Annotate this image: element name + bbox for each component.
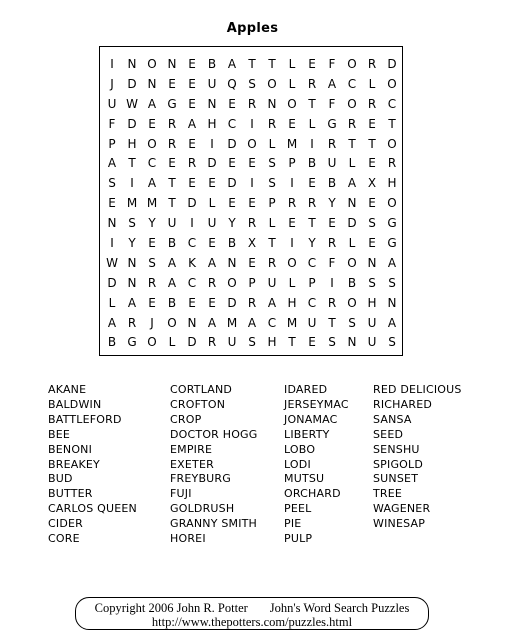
grid-letter: F <box>108 116 116 131</box>
grid-letter: O <box>347 255 357 270</box>
grid-letter: G <box>387 236 397 251</box>
word-item: EMPIRE <box>170 442 213 456</box>
word-item: WAGENER <box>373 502 431 516</box>
grid-row <box>102 75 402 95</box>
grid-letter: E <box>228 96 236 111</box>
word-item: JERSEYMAC <box>284 397 349 411</box>
grid-letter: E <box>188 295 196 310</box>
grid-letter: R <box>327 295 337 310</box>
word-item: SENSHU <box>373 442 420 456</box>
word-item: GOLDRUSH <box>170 502 235 516</box>
grid-letter: R <box>287 196 297 211</box>
grid-row <box>102 234 402 254</box>
grid-letter: E <box>208 295 216 310</box>
grid-letter: O <box>147 335 157 350</box>
grid-letter: T <box>168 176 176 191</box>
grid-letter: L <box>168 335 176 350</box>
grid-letter: E <box>148 236 156 251</box>
grid-letter: A <box>347 176 357 191</box>
grid-letter: I <box>290 176 294 191</box>
grid-letter: U <box>327 156 337 171</box>
grid-letter: A <box>207 315 217 330</box>
grid-letter: E <box>328 216 336 231</box>
grid-letter: B <box>327 176 337 191</box>
grid-letter: P <box>288 156 296 171</box>
grid-letter: U <box>207 76 217 91</box>
word-item: SPIGOLD <box>373 457 424 471</box>
grid-letter: L <box>268 216 276 231</box>
copyright-text: Copyright 2006 John R. Potter <box>94 601 248 615</box>
word-column-1 <box>48 383 137 547</box>
grid-row <box>102 254 402 274</box>
grid-letter: R <box>367 96 377 111</box>
grid-letter: M <box>226 315 238 330</box>
grid-letter: A <box>107 315 117 330</box>
grid-letter: N <box>127 275 137 290</box>
word-item: BUTTER <box>48 487 93 501</box>
grid-letter: N <box>387 295 397 310</box>
grid-row <box>102 333 402 353</box>
grid-letter: T <box>348 136 356 151</box>
word-item: BUD <box>48 472 73 486</box>
word-item: FREYBURG <box>170 472 232 486</box>
grid-letter: H <box>127 136 137 151</box>
word-item: HOREI <box>170 532 206 546</box>
grid-letter: B <box>167 236 177 251</box>
grid-letter: A <box>127 295 137 310</box>
grid-letter: H <box>267 335 277 350</box>
word-item: SEED <box>373 427 404 441</box>
word-item: CORTLAND <box>170 383 233 396</box>
grid-letter: K <box>188 255 196 270</box>
grid-letter: F <box>328 255 336 270</box>
grid-row <box>102 214 402 234</box>
grid-letter: E <box>208 236 216 251</box>
grid-letter: A <box>387 315 397 330</box>
grid-letter: U <box>307 315 317 330</box>
grid-letter: C <box>347 76 357 91</box>
grid-letter: O <box>267 76 277 91</box>
grid-letter: R <box>247 216 257 231</box>
grid-letter: A <box>227 57 237 71</box>
grid-letter: C <box>307 255 317 270</box>
word-item: PIE <box>284 517 302 531</box>
grid-letter: E <box>188 57 196 71</box>
grid-letter: N <box>127 57 137 71</box>
grid-letter: O <box>147 136 157 151</box>
word-item: RICHARED <box>373 397 433 411</box>
grid-letter: R <box>267 116 277 131</box>
letter-grid-frame <box>99 46 403 356</box>
grid-row <box>102 294 402 314</box>
grid-letter: B <box>167 295 177 310</box>
grid-letter: I <box>330 275 334 290</box>
word-item: FUJI <box>170 487 192 501</box>
grid-letter: U <box>207 216 217 231</box>
grid-letter: R <box>187 156 197 171</box>
grid-letter: N <box>147 76 157 91</box>
puzzle-title: Apples <box>226 21 279 36</box>
grid-letter: P <box>108 136 116 151</box>
grid-letter: N <box>347 196 357 211</box>
grid-letter: S <box>128 216 136 231</box>
grid-letter: S <box>248 76 256 91</box>
grid-letter: S <box>348 315 356 330</box>
grid-letter: D <box>127 116 137 131</box>
word-list <box>0 383 505 553</box>
grid-letter: R <box>207 335 217 350</box>
grid-letter: N <box>267 96 277 111</box>
grid-letter: B <box>107 335 117 350</box>
grid-letter: E <box>248 156 256 171</box>
grid-letter: H <box>207 116 217 131</box>
grid-letter: D <box>227 136 237 151</box>
grid-row <box>102 154 402 174</box>
grid-letter: S <box>108 176 116 191</box>
grid-letter: J <box>150 315 154 330</box>
grid-letter: A <box>167 255 177 270</box>
word-item: CARLOS QUEEN <box>48 502 137 516</box>
grid-letter: T <box>248 57 256 71</box>
word-item: LODI <box>284 457 311 471</box>
grid-letter: O <box>347 57 357 71</box>
grid-letter: L <box>348 156 356 171</box>
letter-grid <box>102 55 402 353</box>
grid-letter: E <box>188 76 196 91</box>
grid-letter: L <box>268 136 276 151</box>
grid-letter: R <box>307 196 317 211</box>
grid-letter: B <box>227 236 237 251</box>
grid-letter: Y <box>148 216 156 231</box>
grid-letter: F <box>328 57 336 71</box>
grid-letter: U <box>227 335 237 350</box>
grid-row <box>102 55 402 75</box>
word-item: CROP <box>170 412 202 426</box>
word-item: RED DELICIOUS <box>373 383 462 396</box>
grid-letter: U <box>267 275 277 290</box>
grid-letter: D <box>127 76 137 91</box>
grid-letter: E <box>168 76 176 91</box>
grid-letter: T <box>268 57 276 71</box>
word-item: AKANE <box>48 383 87 396</box>
grid-letter: E <box>188 136 196 151</box>
word-item: IDARED <box>284 383 328 396</box>
grid-letter: Y <box>328 196 336 211</box>
grid-letter: E <box>308 57 316 71</box>
grid-letter: H <box>367 295 377 310</box>
grid-letter: N <box>107 216 117 231</box>
grid-letter: E <box>368 196 376 211</box>
grid-letter: G <box>127 335 137 350</box>
grid-letter: W <box>106 255 118 270</box>
grid-letter: E <box>108 196 116 211</box>
grid-letter: C <box>187 236 197 251</box>
word-item: PULP <box>284 532 313 546</box>
word-item: ORCHARD <box>284 487 341 501</box>
grid-row <box>102 274 402 294</box>
grid-letter: S <box>268 176 276 191</box>
grid-letter: O <box>347 96 357 111</box>
grid-letter: T <box>368 136 376 151</box>
grid-letter: G <box>167 96 177 111</box>
word-column-2 <box>170 383 258 547</box>
grid-letter: I <box>310 136 314 151</box>
grid-letter: D <box>207 156 217 171</box>
word-item: TREE <box>373 487 403 501</box>
grid-letter: D <box>187 335 197 350</box>
grid-letter: R <box>167 136 177 151</box>
grid-letter: A <box>387 255 397 270</box>
grid-letter: I <box>250 116 254 131</box>
grid-letter: M <box>126 196 138 211</box>
grid-letter: L <box>108 295 116 310</box>
grid-letter: A <box>147 96 157 111</box>
grid-letter: E <box>308 335 316 350</box>
grid-letter: O <box>247 136 257 151</box>
grid-letter: N <box>127 255 137 270</box>
grid-row <box>102 174 402 194</box>
grid-letter: R <box>247 295 257 310</box>
grid-letter: O <box>387 136 397 151</box>
word-item: CIDER <box>48 517 83 531</box>
grid-letter: H <box>387 176 397 191</box>
grid-letter: E <box>228 156 236 171</box>
grid-letter: R <box>167 116 177 131</box>
word-item: SUNSET <box>373 472 419 486</box>
grid-letter: S <box>268 156 276 171</box>
grid-letter: E <box>168 156 176 171</box>
grid-letter: R <box>327 236 337 251</box>
grid-letter: R <box>207 275 217 290</box>
grid-letter: A <box>247 315 257 330</box>
grid-letter: D <box>107 275 117 290</box>
grid-letter: O <box>387 196 397 211</box>
grid-letter: B <box>347 275 357 290</box>
brand-text: John's Word Search Puzzles <box>269 601 410 615</box>
grid-letter: B <box>307 156 317 171</box>
grid-letter: D <box>347 216 357 231</box>
grid-letter: J <box>110 76 114 91</box>
grid-row <box>102 95 402 115</box>
word-item: LIBERTY <box>284 427 330 441</box>
grid-letter: I <box>290 236 294 251</box>
grid-letter: A <box>107 156 117 171</box>
grid-letter: U <box>367 315 377 330</box>
grid-letter: G <box>327 116 337 131</box>
grid-letter: D <box>387 57 397 71</box>
grid-letter: E <box>148 295 156 310</box>
footer-banner <box>75 597 429 630</box>
grid-letter: R <box>347 116 357 131</box>
grid-letter: P <box>248 275 256 290</box>
grid-letter: H <box>287 295 297 310</box>
grid-letter: N <box>187 315 197 330</box>
grid-letter: N <box>207 96 217 111</box>
grid-letter: T <box>388 116 396 131</box>
grid-letter: M <box>286 136 298 151</box>
word-column-3 <box>284 383 349 547</box>
word-column-4 <box>373 383 462 532</box>
grid-letter: A <box>167 275 177 290</box>
grid-letter: O <box>287 96 297 111</box>
grid-letter: T <box>328 315 336 330</box>
grid-letter: M <box>286 315 298 330</box>
grid-letter: X <box>247 236 257 251</box>
word-item: SANSA <box>373 412 412 426</box>
grid-letter: F <box>328 96 336 111</box>
grid-letter: S <box>368 275 376 290</box>
word-item: CORE <box>48 532 80 546</box>
grid-letter: L <box>288 57 296 71</box>
grid-letter: E <box>188 96 196 111</box>
grid-letter: Y <box>128 236 136 251</box>
grid-letter: Y <box>308 236 316 251</box>
grid-letter: M <box>146 196 158 211</box>
grid-letter: S <box>248 335 256 350</box>
grid-letter: R <box>147 275 157 290</box>
grid-letter: C <box>227 116 237 131</box>
grid-letter: G <box>387 216 397 231</box>
word-item: PEEL <box>284 502 312 516</box>
grid-letter: R <box>247 96 257 111</box>
grid-letter: E <box>368 116 376 131</box>
grid-letter: O <box>147 57 157 71</box>
grid-letter: E <box>368 236 376 251</box>
grid-letter: L <box>208 196 216 211</box>
grid-letter: R <box>267 255 277 270</box>
grid-row <box>102 135 402 155</box>
grid-letter: E <box>368 156 376 171</box>
word-item: CROFTON <box>170 397 226 411</box>
grid-letter: U <box>107 96 117 111</box>
grid-letter: E <box>248 196 256 211</box>
word-item: BEE <box>48 427 71 441</box>
grid-letter: I <box>130 176 134 191</box>
word-item: WINESAP <box>373 517 426 531</box>
grid-letter: O <box>287 255 297 270</box>
grid-letter: T <box>168 196 176 211</box>
word-item: EXETER <box>170 457 214 471</box>
grid-letter: T <box>268 236 276 251</box>
grid-letter: I <box>210 136 214 151</box>
grid-letter: A <box>267 295 277 310</box>
grid-letter: S <box>368 216 376 231</box>
grid-letter: C <box>387 96 397 111</box>
grid-letter: D <box>227 295 237 310</box>
grid-letter: N <box>367 255 377 270</box>
grid-letter: O <box>227 275 237 290</box>
grid-letter: A <box>327 76 337 91</box>
word-item: LOBO <box>284 442 316 456</box>
grid-letter: P <box>268 196 276 211</box>
grid-letter: S <box>388 275 396 290</box>
word-item: MUTSU <box>284 472 325 486</box>
word-item: BALDWIN <box>48 397 102 411</box>
grid-letter: O <box>387 76 397 91</box>
grid-letter: C <box>187 275 197 290</box>
grid-letter: E <box>288 116 296 131</box>
word-item: BREAKEY <box>48 457 100 471</box>
grid-letter: N <box>347 335 357 350</box>
grid-letter: O <box>167 315 177 330</box>
grid-letter: L <box>288 76 296 91</box>
grid-letter: I <box>110 236 114 251</box>
grid-letter: C <box>147 156 157 171</box>
grid-letter: E <box>308 176 316 191</box>
grid-letter: E <box>148 116 156 131</box>
word-item: BATTLEFORD <box>48 412 122 426</box>
grid-letter: S <box>388 335 396 350</box>
grid-letter: E <box>248 255 256 270</box>
grid-letter: I <box>110 57 114 71</box>
grid-letter: L <box>288 275 296 290</box>
grid-letter: T <box>128 156 136 171</box>
grid-letter: T <box>308 96 316 111</box>
word-item: DOCTOR HOGG <box>170 427 258 441</box>
grid-letter: O <box>347 295 357 310</box>
grid-letter: Q <box>227 76 237 91</box>
grid-letter: I <box>250 176 254 191</box>
grid-letter: U <box>367 335 377 350</box>
grid-letter: D <box>187 196 197 211</box>
grid-row <box>102 115 402 135</box>
grid-row <box>102 194 402 214</box>
grid-letter: L <box>308 116 316 131</box>
grid-letter: E <box>288 216 296 231</box>
grid-letter: T <box>308 216 316 231</box>
grid-letter: W <box>126 96 138 111</box>
grid-letter: U <box>167 216 177 231</box>
word-item: GRANNY SMITH <box>170 517 258 531</box>
grid-letter: I <box>190 216 194 231</box>
grid-letter: P <box>308 275 316 290</box>
grid-letter: C <box>307 295 317 310</box>
grid-letter: L <box>368 76 376 91</box>
grid-letter: B <box>207 57 217 71</box>
grid-letter: L <box>348 236 356 251</box>
word-item: BENONI <box>48 442 93 456</box>
grid-row <box>102 314 402 334</box>
grid-letter: R <box>367 57 377 71</box>
grid-letter: E <box>188 176 196 191</box>
grid-letter: T <box>288 335 296 350</box>
grid-letter: N <box>227 255 237 270</box>
grid-letter: R <box>387 156 397 171</box>
word-item: JONAMAC <box>284 412 338 426</box>
grid-letter: S <box>148 255 156 270</box>
grid-letter: S <box>328 335 336 350</box>
grid-letter: A <box>187 116 197 131</box>
grid-letter: E <box>208 176 216 191</box>
grid-letter: R <box>307 76 317 91</box>
grid-letter: R <box>327 136 337 151</box>
grid-letter: N <box>167 57 177 71</box>
grid-letter: A <box>147 176 157 191</box>
grid-letter: D <box>227 176 237 191</box>
grid-letter: R <box>127 315 137 330</box>
grid-letter: Y <box>228 216 236 231</box>
footer-link[interactable]: http://www.thepotters.com/puzzles.html <box>151 615 353 629</box>
grid-letter: A <box>207 255 217 270</box>
grid-letter: X <box>367 176 377 191</box>
grid-letter: E <box>228 196 236 211</box>
grid-letter: C <box>267 315 277 330</box>
